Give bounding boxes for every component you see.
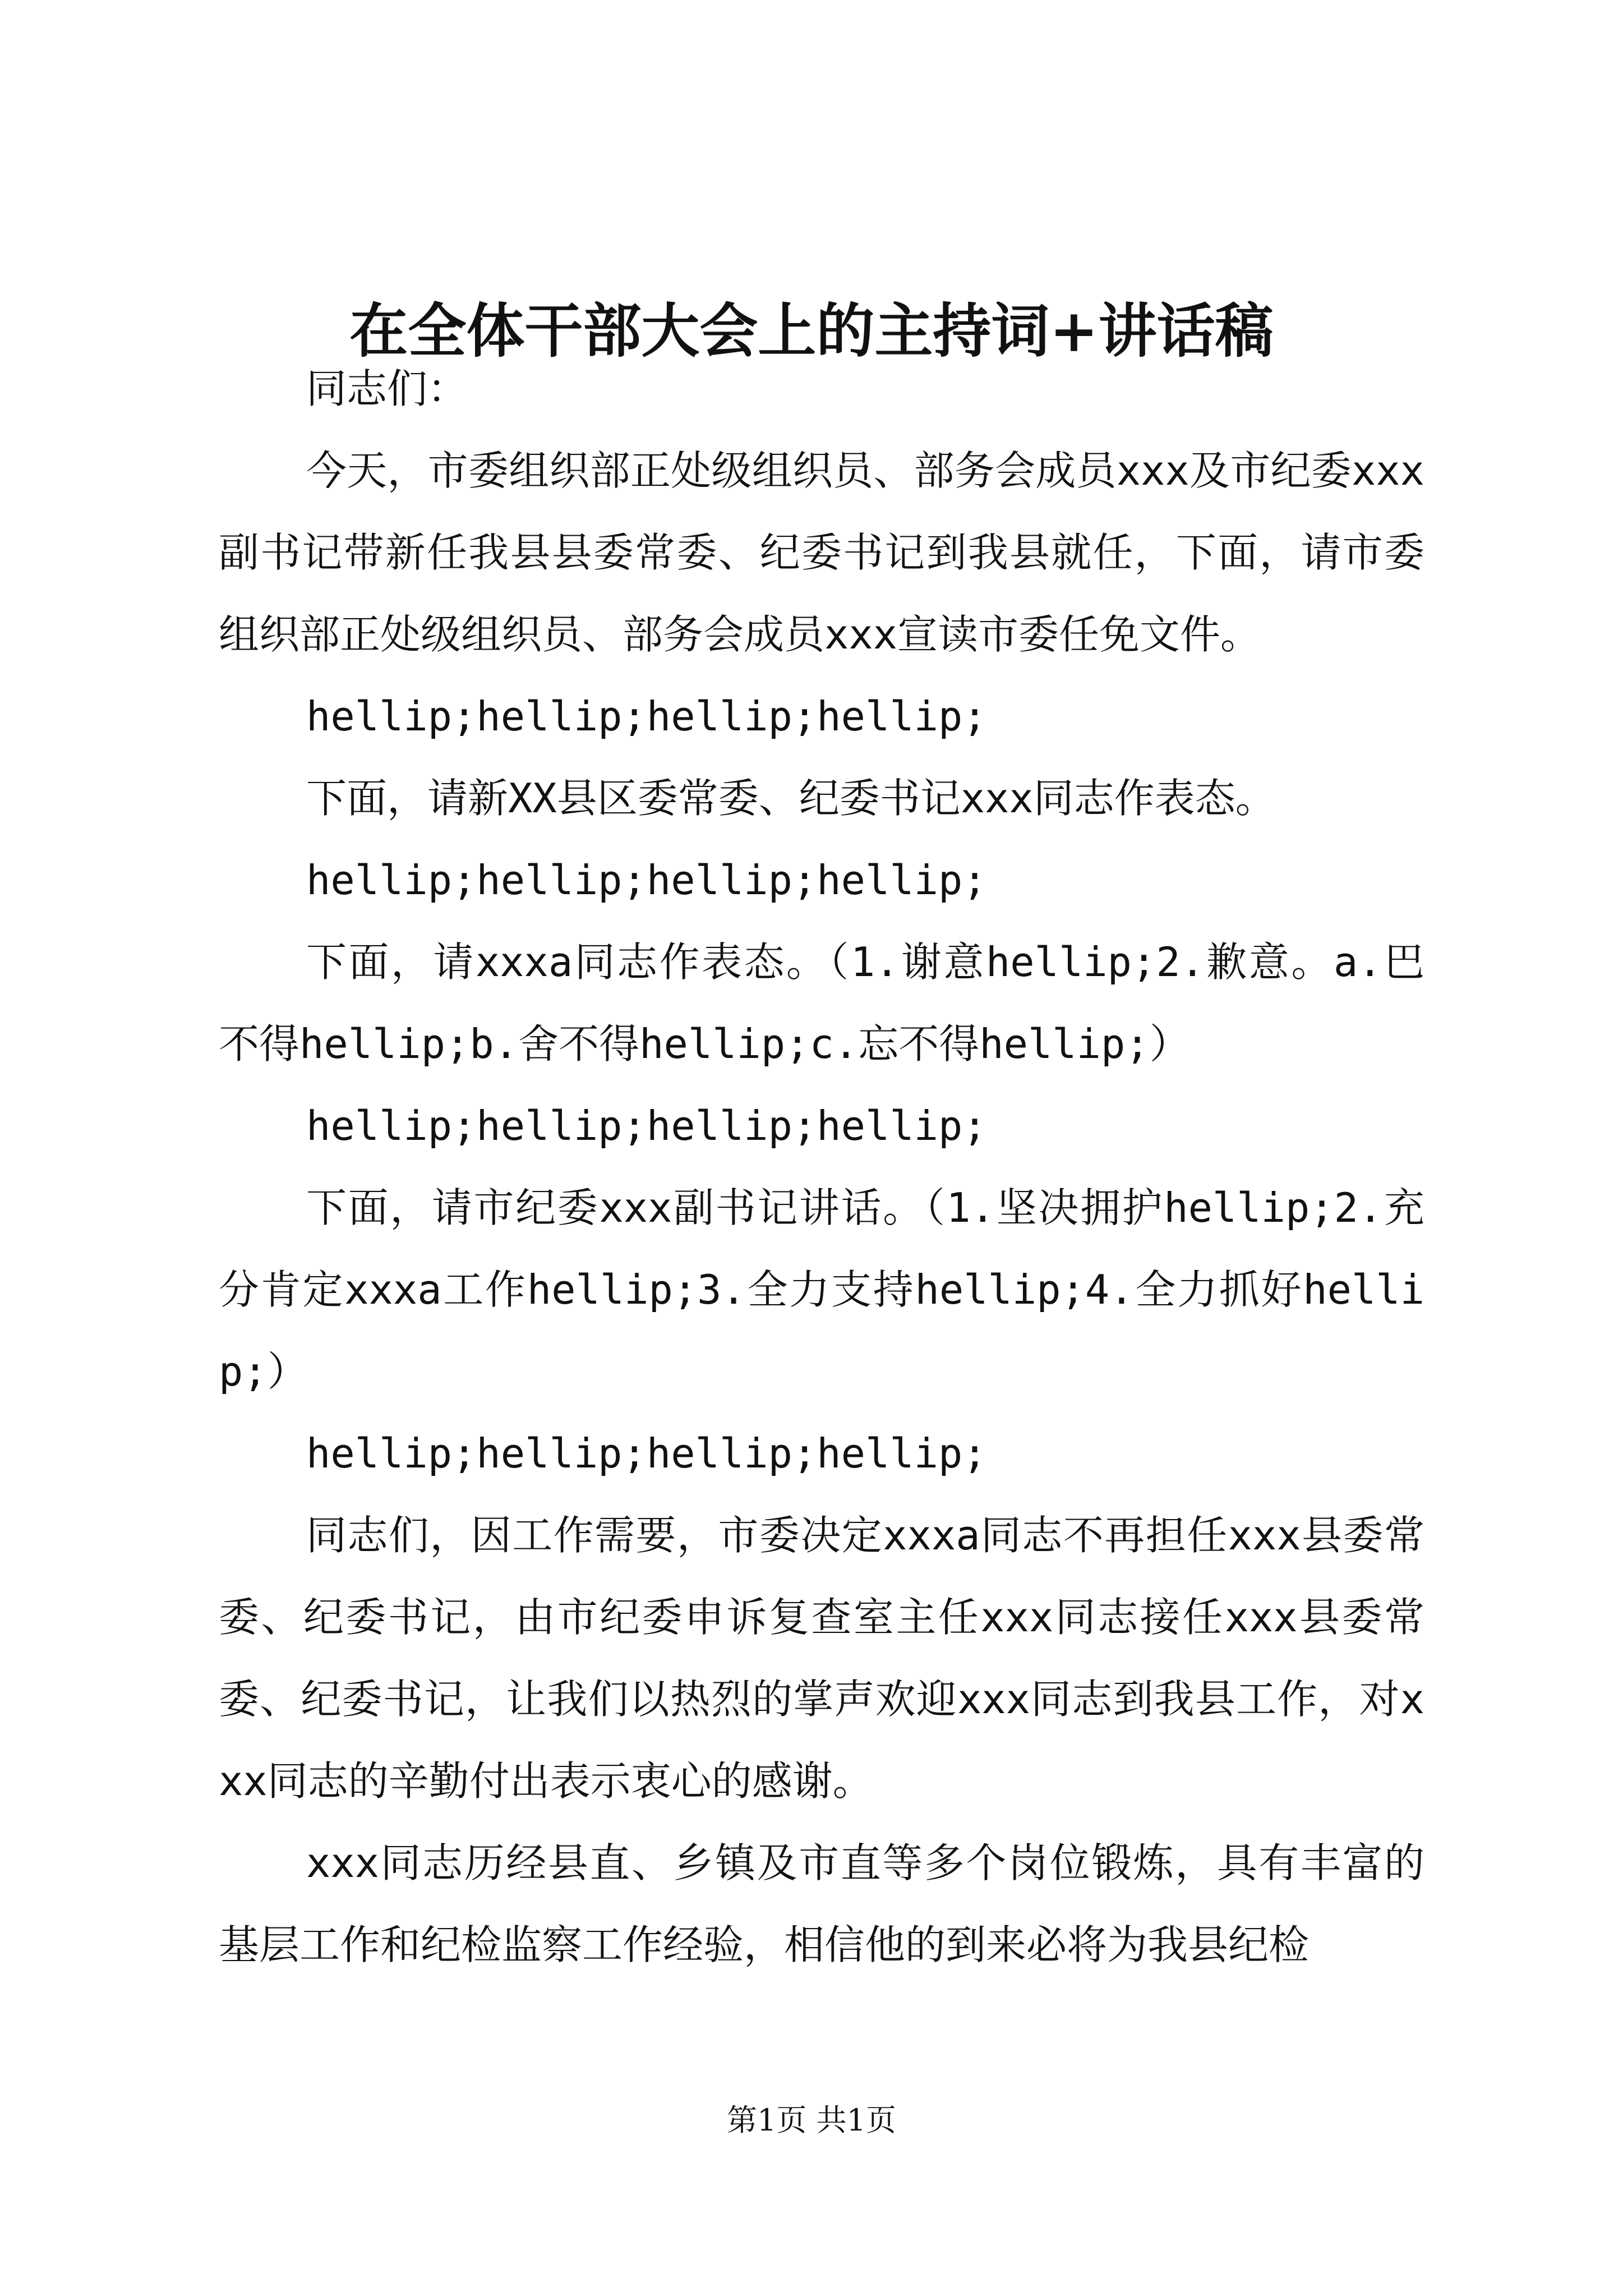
document-title: 在全体干部大会上的主持词+讲话稿 [349, 296, 1274, 365]
paragraph: 下面，请xxxa同志作表态。（1.谢意hellip;2.歉意。a.巴不得hellip;b.舍不得hellip;c.忘不得hellip;） [219, 938, 1424, 1068]
paragraph: hellip;hellip;hellip;hellip; [306, 693, 987, 740]
paragraph: 同志们，因工作需要，市委决定xxxa同志不再担任xxx县委常委、纪委书记，由市纪委申诉复查室主任xxx同志接任xxx县委常委、纪委书记，让我们以热烈的掌声欢迎xxx同志到我县工作，对xxx同志的辛勤付出表示衷心的感谢。 [219, 1512, 1424, 1805]
paragraph: hellip;hellip;hellip;hellip; [306, 857, 987, 904]
document-body [219, 348, 1424, 1986]
page-footer: 第1页 共1页 [727, 2102, 896, 2138]
paragraph: 同志们： [306, 365, 468, 412]
paragraph: xxx同志历经县直、乡镇及市直等多个岗位锻炼，具有丰富的基层工作和纪检监察工作经验，相信他的到来必将为我县纪检 [219, 1839, 1424, 1968]
paragraph: hellip;hellip;hellip;hellip; [306, 1430, 987, 1477]
paragraph: hellip;hellip;hellip;hellip; [306, 1102, 987, 1149]
paragraph: 今天，市委组织部正处级组织员、部务会成员xxx及市纪委xxx副书记带新任我县县委常委、纪委书记到我县就任，下面，请市委组织部正处级组织员、部务会成员xxx宣读市委任免文件。 [219, 447, 1424, 658]
paragraph: 下面，请市纪委xxx副书记讲话。（1.坚决拥护hellip;2.充分肯定xxxa工作hellip;3.全力支持hellip;4.全力抓好hellip;） [219, 1184, 1424, 1395]
paragraph: 下面，请新XX县区委常委、纪委书记xxx同志作表态。 [306, 775, 1276, 822]
